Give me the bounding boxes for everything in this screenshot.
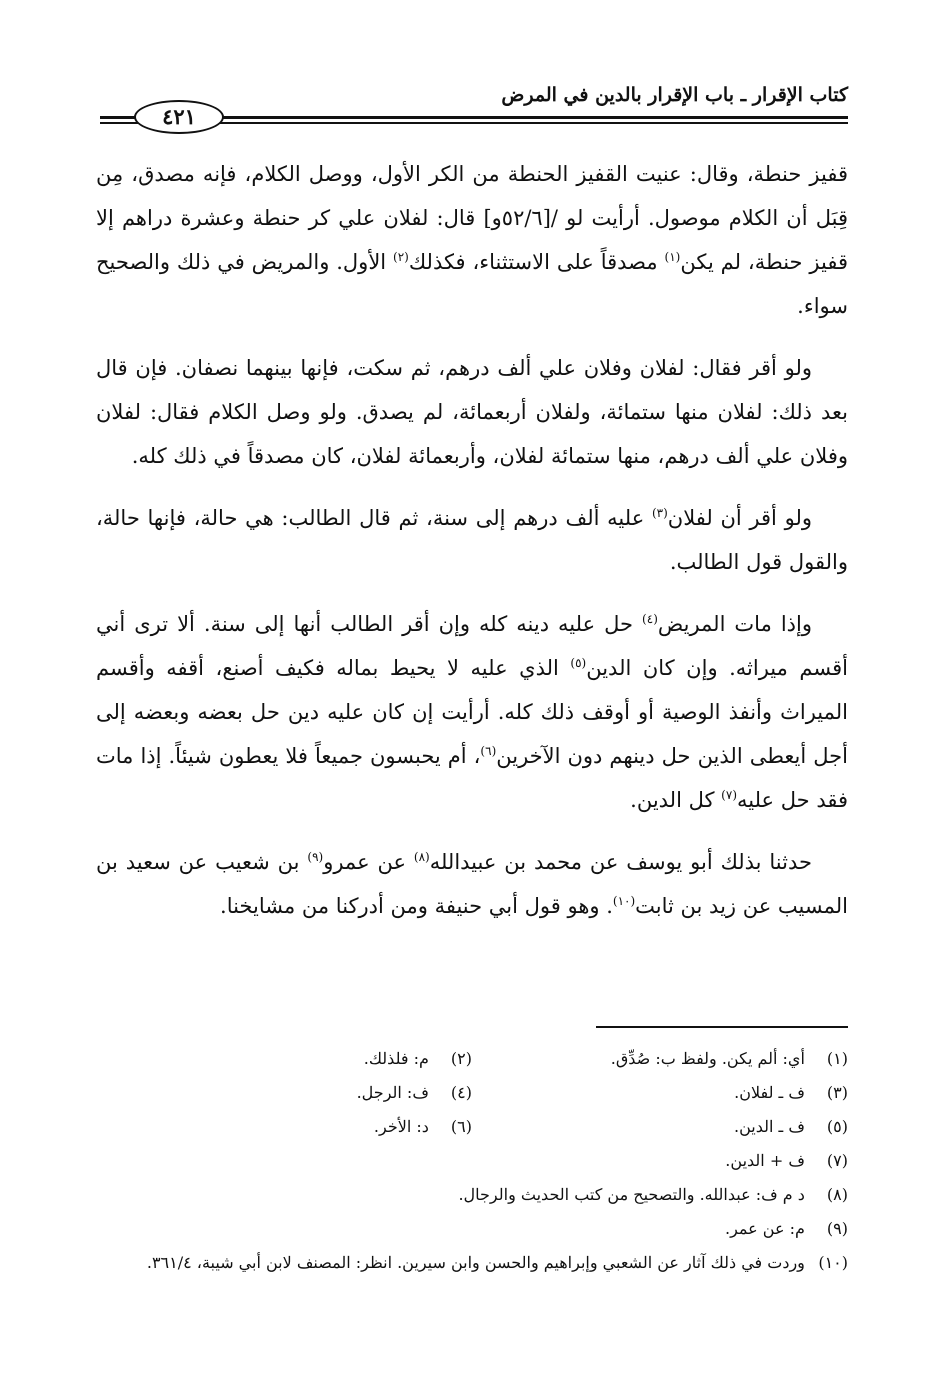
page-number: ٤٢١	[134, 100, 224, 134]
footnote-row	[96, 1042, 848, 1076]
footnote-4: (٤) ف: الرجل.	[356, 1083, 472, 1102]
footnote-row	[96, 1246, 848, 1280]
footnote-10: (١٠) وردت في ذلك آثار عن الشعبي وإبراهيم والحسن وابن سيرين. انظر: المصنف لابن أبي شيبة، ٣٦١/٤.	[146, 1253, 848, 1272]
footnote-2: (٢) م: فلذلك.	[363, 1049, 472, 1068]
footnote-row	[96, 1076, 848, 1110]
paragraph-1: قفيز حنطة، وقال: عنيت القفيز الحنطة من الكر الأول، ووصل الكلام، فإنه مصدق، مِن قِبَل أن الكلام موصول. أرأيت لو /[٥٢/٦و] قال: لفلان علي كر حنطة وعشرة دراهم إلا قفيز حنطة، لم يكن$^{(١)}$ مصدقاً على الاستثناء، فكذلك$^{(٢)}$ الأول. والمريض في ذلك والصحيح سواء.	[96, 162, 848, 318]
running-title: كتاب الإقرار ـ باب الإقرار بالدين في المرض	[501, 84, 848, 106]
footnote-separator	[596, 1026, 848, 1028]
footnote-row	[96, 1110, 848, 1144]
paragraph-5: حدثنا بذلك أبو يوسف عن محمد بن عبيدالله$^{(٨)}$ عن عمرو$^{(٩)}$ بن شعيب عن سعيد بن المسيب عن زيد بن ثابت$^{(١٠)}$. وهو قول أبي حنيفة ومن أدركنا من مشايخنا.	[96, 850, 848, 918]
footnote-ref-6[interactable]: (٦)	[480, 744, 497, 758]
paragraph-3: ولو أقر أن لفلان$^{(٣)}$ عليه ألف درهم إلى سنة، ثم قال الطالب: هي حالة، فإنها حالة، والقول قول الطالب.	[96, 506, 848, 574]
footnotes	[96, 1042, 848, 1280]
paragraph-2: ولو أقر فقال: لفلان وفلان علي ألف درهم، ثم سكت، فإنها بينهما نصفان. فإن قال بعد ذلك: لفلان منها ستمائة، ولفلان أربعمائة، لم يصدق. ولو وصل الكلام فقال: لفلان وفلان علي ألف درهم، منها ستمائة لفلان، وأربعمائة لفلان، كان مصدقاً في ذلك كله.	[96, 356, 848, 468]
main-text	[96, 152, 848, 946]
footnote-ref-9[interactable]: (٩)	[307, 850, 324, 864]
footnote-row	[96, 1178, 848, 1212]
book-page	[96, 0, 848, 1398]
footnote-5: (٥) ف ـ الدين.	[734, 1117, 848, 1136]
footnote-ref-7[interactable]: (٧)	[721, 788, 737, 802]
footnote-row	[96, 1212, 848, 1246]
footnote-ref-5[interactable]: (٥)	[570, 656, 587, 670]
footnote-8: (٨) د م ف: عبدالله. والتصحيح من كتب الحديث والرجال.	[458, 1185, 848, 1204]
footnote-ref-8[interactable]: (٨)	[413, 850, 430, 864]
footnote-row	[96, 1144, 848, 1178]
footnote-ref-4[interactable]: (٤)	[642, 612, 658, 626]
footnote-6: (٦) د: الأخر.	[373, 1117, 472, 1136]
footnote-1: (١) أي: ألم يكن. ولفظ ب: صُدِّق.	[610, 1049, 848, 1068]
footnote-7: (٧) ف + الدين.	[725, 1151, 848, 1170]
footnote-9: (٩) م: عن عمر.	[725, 1219, 848, 1238]
footnote-ref-3[interactable]: (٣)	[651, 506, 668, 520]
paragraph-4: وإذا مات المريض$^{(٤)}$ حل عليه دينه كله وإن أقر الطالب أنها إلى سنة. ألا ترى أني أقسم ميراثه. وإن كان الدين$^{(٥)}$ الذي عليه لا يحيط بماله فكيف أصنع، أقفه وأقسم الميراث وأنفذ الوصية أو أوقف ذلك كله. أرأيت إن كان عليه دين حل بعضه وبعضه إلى أجل أيعطى الذين حل دينهم دون الآخرين$^{(٦)}$، أم يحبسون جميعاً فلا يعطون شيئاً. إذا مات فقد حل عليه$^{(٧)}$ كل الدين.	[96, 612, 849, 812]
footnote-ref-10[interactable]: (١٠)	[612, 894, 636, 908]
footnote-ref-1[interactable]: (١)	[664, 250, 681, 264]
footnote-ref-2[interactable]: (٢)	[393, 250, 409, 264]
page-header	[96, 80, 848, 129]
footnote-3: (٣) ف ـ لفلان.	[734, 1083, 848, 1102]
